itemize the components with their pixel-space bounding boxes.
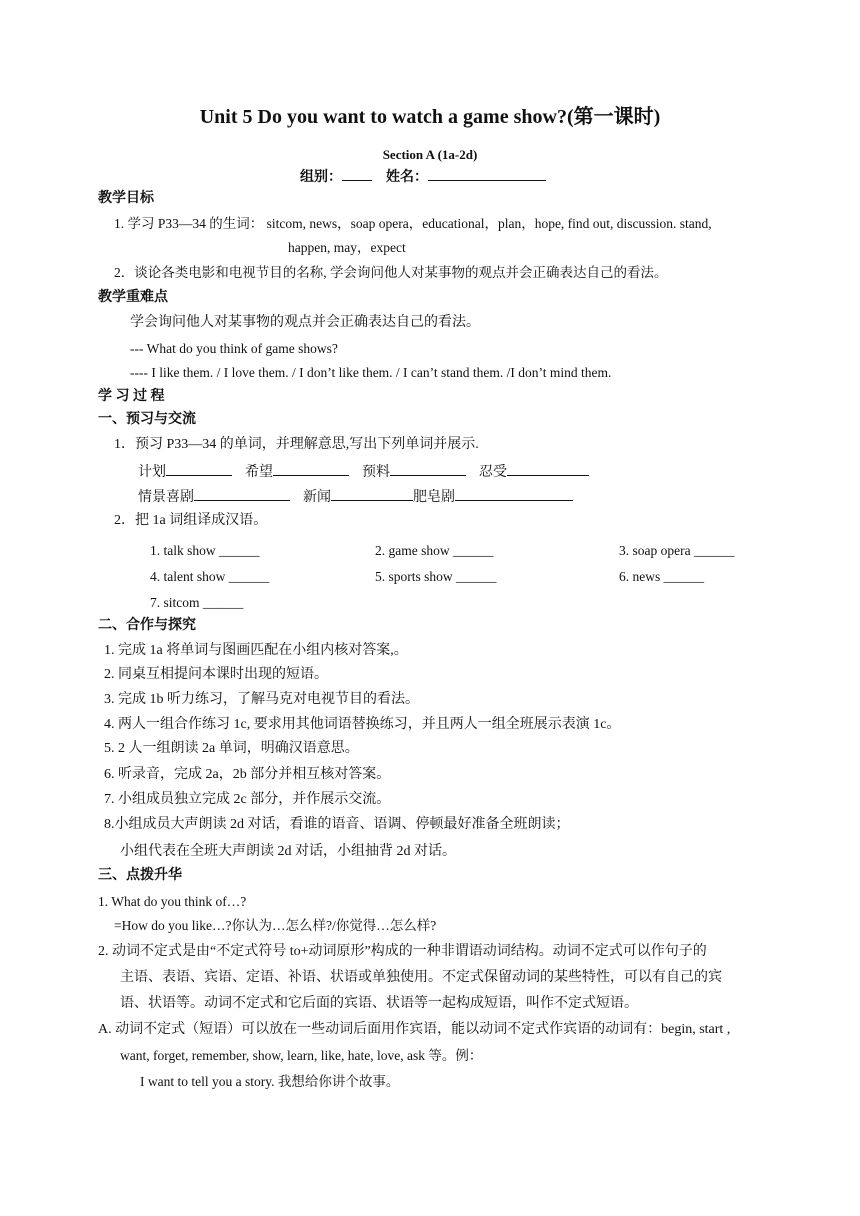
group-label: 组别： bbox=[300, 170, 342, 185]
goals-item-1: 1. 学习 P33—34 的生词： sitcom, news，soap opera，educational，plan，hope, find out, discussion. stand, bbox=[114, 216, 712, 231]
word-blank[interactable] bbox=[166, 461, 232, 476]
phrase-4: 4. talent show ______ bbox=[150, 569, 270, 584]
goals-item-1-cont: happen, may，expect bbox=[288, 240, 406, 255]
coop-heading: 二、合作与探究 bbox=[98, 618, 196, 633]
word-stand: 忍受 bbox=[479, 465, 507, 480]
coop-item: 5. 2 人一组朗读 2a 单词，明确汉语意思。 bbox=[104, 741, 359, 756]
coop-item: 2. 同桌互相提问本课时出现的短语。 bbox=[104, 667, 328, 682]
coop-item: 6. 听录音，完成 2a，2b 部分并相互核对答案。 bbox=[104, 767, 391, 782]
tip-2: 2. 动词不定式是由“不定式符号 to+动词原形”构成的一种非谓语动词结构。动词不定式可以作句子的 bbox=[98, 944, 707, 959]
coop-item-cont: 小组代表在全班大声朗读 2d 对话，小组抽背 2d 对话。 bbox=[120, 844, 456, 859]
group-blank[interactable] bbox=[342, 166, 372, 181]
words-row-2 bbox=[138, 486, 573, 507]
group-name-line bbox=[300, 166, 546, 187]
focus-heading: 教学重难点 bbox=[98, 290, 168, 305]
word-blank[interactable] bbox=[273, 461, 349, 476]
phrase-7: 7. sitcom ______ bbox=[150, 595, 244, 610]
tip-1: 1. What do you think of…? bbox=[98, 894, 247, 909]
word-blank[interactable] bbox=[507, 461, 589, 476]
tip-1-cont: =How do you like…?你认为…怎么样?/你觉得…怎么样? bbox=[114, 918, 437, 933]
preview-item-1: 1．预习 P33—34 的单词，并理解意思,写出下列单词并展示. bbox=[114, 437, 479, 452]
tip-a-cont: want, forget, remember, show, learn, like, hate, love, ask 等。例： bbox=[120, 1048, 483, 1063]
preview-heading: 一、预习与交流 bbox=[98, 412, 196, 427]
tip-2-cont: 语、状语等。动词不定式和它后面的宾语、状语等一起构成短语，叫作不定式短语。 bbox=[120, 996, 638, 1011]
word-plan: 计划 bbox=[138, 465, 166, 480]
name-blank[interactable] bbox=[428, 166, 546, 181]
phrase-1: 1. talk show ______ bbox=[150, 543, 260, 558]
focus-line-3: ---- I like them. / I love them. / I don’t like them. / I can’t stand them. /I don’t mind them. bbox=[130, 365, 612, 380]
focus-line-2: --- What do you think of game shows? bbox=[130, 341, 338, 356]
word-sitcom: 情景喜剧 bbox=[138, 490, 194, 505]
goals-item-2: 2．谈论各类电影和电视节目的名称, 学会询问他人对某事物的观点并会正确表达自己的看法。 bbox=[114, 265, 668, 280]
focus-line-1: 学会询问他人对某事物的观点并会正确表达自己的看法。 bbox=[130, 315, 480, 330]
preview-item-2: 2．把 1a 词组译成汉语。 bbox=[114, 513, 268, 528]
phrase-6: 6. news ______ bbox=[619, 569, 705, 584]
coop-item: 8.小组成员大声朗读 2d 对话，看谁的语音、语调、停顿最好准备全班朗读； bbox=[104, 817, 570, 832]
word-blank[interactable] bbox=[194, 486, 290, 501]
tip-a: A. 动词不定式（短语）可以放在一些动词后面用作宾语，能以动词不定式作宾语的动词有：begin, start , bbox=[98, 1022, 731, 1037]
coop-item: 3. 完成 1b 听力练习，了解马克对电视节目的看法。 bbox=[104, 692, 419, 707]
coop-item: 1. 完成 1a 将单词与图画匹配在小组内核对答案,。 bbox=[104, 643, 408, 658]
tips-heading: 三、点拨升华 bbox=[98, 868, 182, 883]
tip-a-example: I want to tell you a story. 我想给你讲个故事。 bbox=[140, 1074, 400, 1089]
word-news: 新闻 bbox=[303, 490, 331, 505]
phrase-5: 5. sports show ______ bbox=[375, 569, 497, 584]
word-expect: 预料 bbox=[362, 465, 390, 480]
goals-heading: 教学目标 bbox=[98, 191, 154, 206]
tip-2-cont: 主语、表语、宾语、定语、补语、状语或单独使用。不定式保留动词的某些特性，可以有自己的宾 bbox=[120, 970, 722, 985]
section-label: Section A (1a-2d) bbox=[382, 147, 478, 162]
word-hope: 希望 bbox=[245, 465, 273, 480]
word-soap-opera: 肥皂剧 bbox=[413, 490, 455, 505]
word-blank[interactable] bbox=[390, 461, 466, 476]
coop-item: 7. 小组成员独立完成 2c 部分，并作展示交流。 bbox=[104, 792, 391, 807]
word-blank[interactable] bbox=[455, 486, 573, 501]
page-title: Unit 5 Do you want to watch a game show?(第一课时) bbox=[199, 106, 661, 128]
phrase-3: 3. soap opera ______ bbox=[619, 543, 735, 558]
coop-item: 4. 两人一组合作练习 1c, 要求用其他词语替换练习，并且两人一组全班展示表演 1c。 bbox=[104, 717, 621, 732]
word-blank[interactable] bbox=[331, 486, 413, 501]
words-row-1 bbox=[138, 461, 589, 482]
process-heading: 学 习 过 程 bbox=[98, 389, 165, 404]
phrase-2: 2. game show ______ bbox=[375, 543, 494, 558]
name-label: 姓名： bbox=[386, 170, 428, 185]
